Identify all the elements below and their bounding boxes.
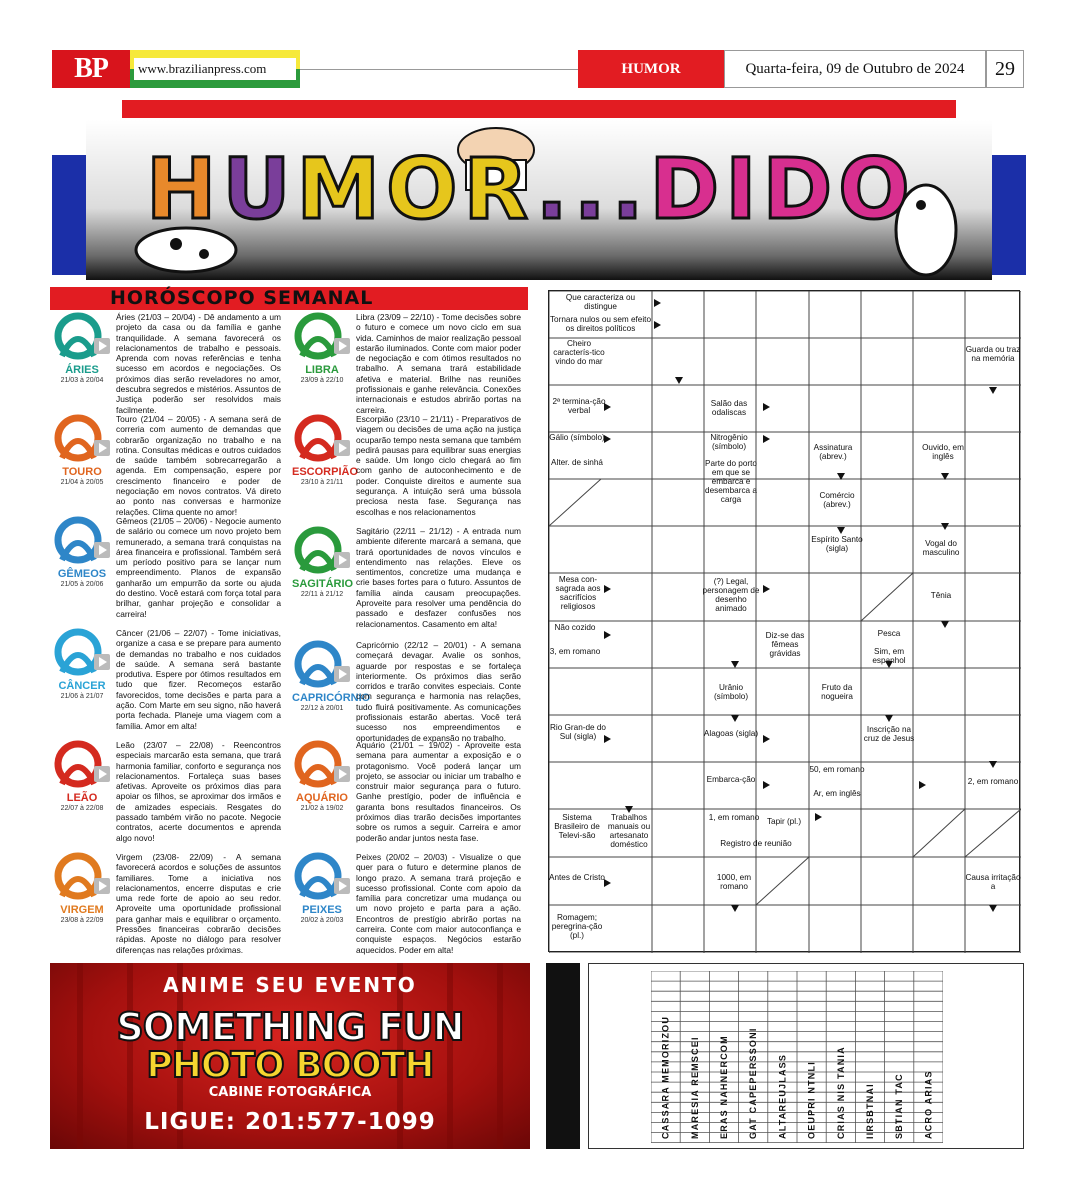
arrow-right-icon <box>763 403 770 411</box>
sign-dates: 22/12 à 20/01 <box>300 705 344 712</box>
answer-column: OEUPRI NTNLI <box>806 1061 817 1139</box>
sign-dates: 21/05 à 20/06 <box>60 581 104 588</box>
crossword-clue: Cheiro caracterís-tico vindo do mar <box>553 339 605 366</box>
crossword-clue: Rio Gran-de do Sul (sigla) <box>550 723 606 741</box>
crossword-clue: Diz-se das fêmeas grávidas <box>765 631 805 658</box>
horoscope-header <box>50 287 528 310</box>
arrow-right-icon <box>654 321 661 329</box>
crossword-clue: Que caracteriza ou distingue <box>565 293 636 311</box>
crossword-clue: Antes de Cristo <box>549 873 605 882</box>
sign-dates: 20/02 à 20/03 <box>300 917 344 924</box>
sign-text: Áries (21/03 – 20/04) - Dê andamento a um projeto da casa ou da família e ganhe tranquilidade. A semana favorecerá os relacionamentos de trabalho e pessoais. Aprenda com novas referências e tenha sucesso em acordos e negociações. Os próximos dias serão reveladores no amor, descubra segredos e mistérios. Assuntos de Justiça poderão ser resolvidos mais facilmente. <box>116 312 281 415</box>
arrow-down-icon <box>885 661 893 668</box>
crossword-clue: Ouvido, em inglês <box>922 443 964 461</box>
sign-name: CAPRICÓRNIO <box>292 692 371 704</box>
sign-dates: 21/04 à 20/05 <box>60 479 104 486</box>
crossword-clue: 50, em romano <box>809 765 865 774</box>
play-icon <box>94 878 110 894</box>
banner-letter: ... <box>535 140 650 238</box>
crossword-clue: Alagoas (sigla) <box>703 729 759 738</box>
answer-column: MARESIA REMSCEI <box>689 1036 700 1139</box>
sign-text: Escorpião (23/10 – 21/11) - Preparativos de viagem ou decisões de uma ação na justiça ocuparão tempo nesta semana que também pedirá pausas para equilibrar suas energias e saúde. Um longo ciclo chegará ao fim com ganho de autoconhecimento e de poder. Conquiste direitos e aumente sua segurança. A intuição será uma bússola preciosa nesta fase. Segurança nas escolhas e nos relacionamentos <box>356 414 521 517</box>
crossword-clue: Sistema Brasileiro de Televi-são <box>554 813 600 840</box>
crossword-clue: Ar, em inglês <box>813 789 861 798</box>
answer-column: IIRSBTNAI <box>865 1083 875 1139</box>
sign-name: LEÃO <box>66 792 98 804</box>
sign-text: Gêmeos (21/05 – 20/06) - Negocie aumento de salário ou comece um novo projeto bem remunerado, a semana trará conquistas na área financeira e profissional. Também será um período positivo para se lançar num empreendimento. Planos de expansão ganharão um empurrão da sorte ou ajuda do destino. Você estará com força total para brilhar, ganhar projeção e consolidar a carreira! <box>116 516 281 619</box>
sign-dates: 21/06 à 21/07 <box>60 693 104 700</box>
sign-text: Aquário (21/01 – 19/02) - Aproveite esta semana para aumentar a exposição e o protagonismo. Você poderá lançar um projeto, se associar ou iniciar um trabalho e construir maior segurança para o futuro. Ganhe prestígio, poder de influência e garanta bons resultados financeiros. Os próximos dias trarão decisões importantes sobre os rumos a seguir. Carreira e amor poderão andar juntos nesta fase. <box>356 740 521 843</box>
crossword-clue: Salão das odaliscas <box>710 399 748 417</box>
sign-name: GÊMEOS <box>57 568 107 580</box>
horoscope-title: HORÓSCOPO SEMANAL <box>110 287 374 309</box>
sign-text: Libra (23/09 – 22/10) - Tome decisões sobre o futuro e comece um novo ciclo em sua vida. Caminhos de maior realização pessoal estarão iluminados. Conte com maior poder de negociação e com ótimos resultados no trabalho. A semana trará estabilidade afetiva e material. Brilhe nas reuniões profissionais e ganhe relevância. Conexões internacionais e estudos abrirão portas na carreira. <box>356 312 521 415</box>
banner-title <box>146 140 916 238</box>
answer-column: SBTIAN TAC <box>894 1073 905 1139</box>
crossword-clue: Assinatura (abrev.) <box>813 443 853 461</box>
crossword-clue: Espírito Santo (sigla) <box>811 535 863 553</box>
arrow-right-icon <box>604 403 611 411</box>
play-icon <box>94 766 110 782</box>
sign-name: AQUÁRIO <box>296 792 348 804</box>
crossword-clue: Alter. de sinhá <box>551 458 603 467</box>
play-icon <box>334 766 350 782</box>
sign-dates: 22/11 à 21/12 <box>300 591 344 598</box>
arrow-down-icon <box>731 661 739 668</box>
play-icon <box>94 542 110 558</box>
sign-name: VIRGEM <box>60 904 104 916</box>
ad-line-2: SOMETHING FUN <box>116 1005 464 1049</box>
crossword-clue: Inscrição na cruz de Jesus <box>863 725 915 743</box>
answer-black-bar <box>546 963 580 1149</box>
arrow-down-icon <box>675 377 683 384</box>
crossword-clue: Causa irritação a <box>965 873 1021 891</box>
sign-text: Touro (21/04 – 20/05) - A semana será de correria com aumento de demandas que cobrarão organização no trabalho e na rotina. Consultas médicas e outros cuidados de saúde também sobrecarregarão a agenda. Em compensação, espere por crescimento financeiro e poder de negociação em novos contratos. Vá direto ao ponto nas conversas e harmonize relações. Clima quente no amor! <box>116 414 281 517</box>
crossword-clue: Vogal do masculino <box>922 539 960 557</box>
play-icon <box>334 552 350 568</box>
banner-letter: H <box>146 140 223 238</box>
arrow-right-icon <box>919 781 926 789</box>
arrow-right-icon <box>604 585 611 593</box>
sign-text: Virgem (23/08- 22/09) - A semana favorecerá acordos e soluções de assuntos familiares. Tome a iniciativa nos relacionamentos, encerre disputas e crie uma rede forte de apoio ao seu redor. Aproveite uma oportunidade profissional para ganhar mais e equilibrar o orçamento. Pressões financeiras cobrarão decisões rápidas. Aposte no diálogo para resolver diferenças nas relações próximas. <box>116 852 281 955</box>
issue-date: Quarta-feira, 09 de Outubro de 2024 <box>724 50 986 88</box>
play-icon <box>334 338 350 354</box>
section-label: HUMOR <box>578 50 724 88</box>
crossword-clue: Tornara nulos ou sem efeito os direitos políticos <box>549 315 652 333</box>
arrow-down-icon <box>941 621 949 628</box>
arrow-right-icon <box>763 781 770 789</box>
arrow-down-icon <box>837 527 845 534</box>
play-icon <box>334 666 350 682</box>
crossword-clue: Embarca-ção <box>706 775 756 784</box>
sign-dates: 23/08 à 22/09 <box>60 917 104 924</box>
crossword-clue: Guarda ou traz na memória <box>965 345 1021 363</box>
arrow-down-icon <box>989 387 997 394</box>
crossword-clue: 2ª termina-ção verbal <box>552 397 606 415</box>
arrow-down-icon <box>941 523 949 530</box>
arrow-right-icon <box>763 585 770 593</box>
play-icon <box>94 440 110 456</box>
crossword-clue: Romagem; peregrina-ção (pl.) <box>551 913 603 940</box>
humor-banner <box>86 120 992 280</box>
play-icon <box>334 440 350 456</box>
banner-letter: U <box>222 140 297 238</box>
answer-column: ACRO ARIAS <box>923 1070 934 1139</box>
page-number: 29 <box>986 50 1024 88</box>
arrow-down-icon <box>837 473 845 480</box>
sign-name: ÁRIES <box>65 364 99 376</box>
logo-text: BP <box>74 53 108 84</box>
crossword-clue: (?) Legal, personagem de desenho animado <box>702 577 760 613</box>
sign-text: Capricórnio (22/12 – 20/01) - A semana começará devagar. Avalie os sonhos, aguarde por respostas e se fortaleça interiormente. Os próximos dias serão corridos e trarão convites especiais. Conte com segurança e harmonia nas relações, tudo fluirá positivamente. As comunicações profissionais estarão abertas. Você terá sucesso nos empreendimentos e oportunidades de expansão no trabalho. <box>356 640 521 743</box>
crossword-clue: Comércio (abrev.) <box>819 491 855 509</box>
crossword-clue: 3, em romano <box>549 647 601 656</box>
crossword-clue: Tênia <box>930 591 952 600</box>
sign-dates: 21/03 à 20/04 <box>60 377 104 384</box>
arrow-down-icon <box>989 761 997 768</box>
banner-blue-right <box>992 155 1026 275</box>
sign-text: Peixes (20/02 – 20/03) - Visualize o que quer para o futuro e determine planos de longo prazo. A semana trará projeção e sucesso profissional. Conte com apoio da família para concretizar uma mudança ou um novo projeto e parta para a ação. Encontros de prestígio abrirão portas na carreira. Conte com maior autoconfiança e conquiste espaços. Negócios estarão aquecidos. Poder em alta! <box>356 852 521 955</box>
play-icon <box>334 878 350 894</box>
arrow-right-icon <box>815 813 822 821</box>
sign-text: Câncer (21/06 – 22/07) - Tome iniciativas, organize a casa e se prepare para aumento de demandas no trabalho e nos cuidados de saúde. A semana será bastante produtiva. Espere por ótimos resultados em tudo que fizer. Recomeços estarão favorecidos, tome decisões e parta para a ação. Com Marte em seu signo, não haverá porta fechada. Planeje uma viagem com a família. Amor em alta! <box>116 628 281 731</box>
crossword-clue: 1000, em romano <box>716 873 752 891</box>
sign-dates: 21/02 à 19/02 <box>300 805 344 812</box>
arrow-down-icon <box>625 806 633 813</box>
play-icon <box>94 338 110 354</box>
sign-dates: 23/10 à 21/11 <box>300 479 344 486</box>
crossword-clue: Não cozido <box>554 623 596 632</box>
arrow-down-icon <box>731 715 739 722</box>
site-url[interactable]: www.brazilianpress.com <box>134 58 296 80</box>
arrow-down-icon <box>989 905 997 912</box>
crossword-lines <box>549 291 1021 953</box>
ad-phone[interactable]: LIGUE: 201:577-1099 <box>144 1109 436 1135</box>
header-divider <box>300 69 578 70</box>
crossword-grid[interactable] <box>548 290 1020 952</box>
answer-column: ALTAREUJLASS <box>777 1053 788 1139</box>
sign-name: TOURO <box>62 466 102 478</box>
crossword-clue: Urânio (símbolo) <box>713 683 749 701</box>
answer-column: CASSARA MEMORIZOU <box>660 1015 671 1139</box>
crossword-clue: Parte do porto em que se embarca e desembarca a carga <box>705 459 757 504</box>
crossword-clue: Registro de reunião <box>720 839 792 848</box>
sign-name: PEIXES <box>302 904 342 916</box>
arrow-right-icon <box>763 735 770 743</box>
crossword-clue: Gálio (símbolo) <box>549 433 605 442</box>
arrow-right-icon <box>604 735 611 743</box>
crossword-answer <box>588 963 1024 1149</box>
brazilian-press-logo <box>52 50 130 88</box>
banner-letter: DIDO <box>649 140 916 238</box>
ad-line-4: CABINE FOTOGRÁFICA <box>208 1085 372 1100</box>
sign-name: ESCORPIÃO <box>292 466 359 478</box>
crossword-clue: Mesa con-sagrada aos sacrifícios religiosos <box>555 575 601 611</box>
arrow-down-icon <box>885 715 893 722</box>
arrow-right-icon <box>654 299 661 307</box>
ad-line-1: ANIME SEU EVENTO <box>163 973 417 997</box>
sign-text: Sagitário (22/11 – 21/12) - A entrada num ambiente diferente marcará a semana, que trará oportunidades de novos vínculos e entendimento nas relações. Eleve os sentimentos, concretize uma mudança e crie bases fortes para o futuro. Assuntos de família ainda causam preocupações. Aproveite para resolver uma pendência do passado e desfazer confusões nos relacionamentos. Casamento em alta! <box>356 526 521 629</box>
crossword-clue: 1, em romano <box>708 813 760 822</box>
arrow-down-icon <box>941 473 949 480</box>
banner-letter: OR <box>386 140 536 238</box>
arrow-right-icon <box>604 879 611 887</box>
photo-booth-ad[interactable] <box>50 963 530 1149</box>
banner-blue-left <box>52 155 86 275</box>
sign-name: SAGITÁRIO <box>292 578 354 590</box>
crossword-clue: Sim, em espanhol <box>872 647 906 665</box>
arrow-right-icon <box>604 631 611 639</box>
play-icon <box>94 654 110 670</box>
banner-letter: M <box>296 140 387 238</box>
crossword-clue: Pesca <box>877 629 901 638</box>
answer-column: CRIAS NIS TANIA <box>835 1046 846 1139</box>
sign-dates: 23/09 à 22/10 <box>300 377 344 384</box>
arrow-right-icon <box>604 435 611 443</box>
sign-name: LIBRA <box>305 364 339 376</box>
sign-dates: 22/07 à 22/08 <box>60 805 104 812</box>
arrow-right-icon <box>763 435 770 443</box>
crossword-clue: Nitrogênio (símbolo) <box>710 433 748 451</box>
crossword-clue: 2, em romano <box>967 777 1019 786</box>
answer-column: ERAS NAHNERCOM <box>719 1035 729 1139</box>
answer-grid <box>651 971 943 1143</box>
sign-text: Leão (23/07 – 22/08) - Reencontros especiais marcarão esta semana, que trará harmonia familiar, conforto e segurança nos relacionamentos. Fortaleça suas bases afetivas. Aproveite os próximos dias para apoiar os filhos, se aproximar dos irmãos e de amizades especiais. Resgates do passado também virão no pacote. Negocie contratos, acerte documentos e aprenda algo novo! <box>116 740 281 843</box>
crossword-clue: Fruto da nogueira <box>821 683 853 701</box>
arrow-down-icon <box>731 905 739 912</box>
answer-column: GAT CAPEPERSSONI <box>748 1027 759 1139</box>
crossword-clue: Trabalhos manuais ou artesanato doméstico <box>607 813 651 849</box>
sign-name: CÂNCER <box>58 680 106 692</box>
banner-red-bar <box>122 100 956 118</box>
ad-line-3: PHOTO BOOTH <box>146 1045 434 1086</box>
crossword-clue: Tapir (pl.) <box>766 817 802 826</box>
